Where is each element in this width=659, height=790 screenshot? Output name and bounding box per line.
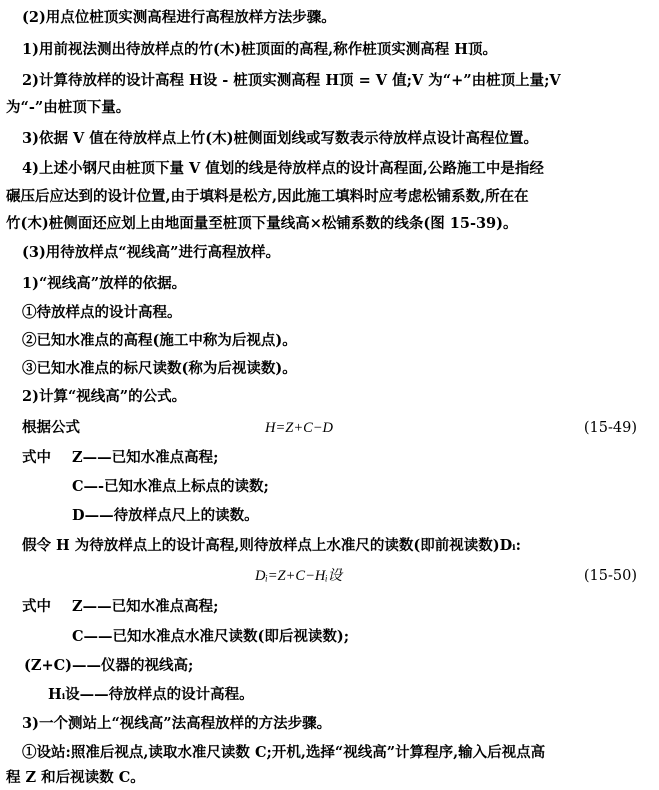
text-line: 程 Z 和后视读数 C。	[6, 769, 145, 786]
text-line: (2)用点位桩顶实测高程进行高程放样方法步骤。	[22, 9, 336, 26]
equation-number: (15-49)	[583, 420, 637, 436]
text-line: 根据公式	[22, 419, 80, 436]
variable-definition: (Z+C)——仪器的视线高;	[24, 657, 194, 674]
text-line: 2)计算“视线高”的公式。	[22, 388, 187, 405]
text-line: 为“-”由桩顶下量。	[6, 99, 131, 116]
where-label: 式中	[22, 449, 51, 466]
text-line: 竹(木)桩侧面还应划上由地面量至桩顶下量线高×松铺系数的线条(图 15-39)。	[6, 215, 518, 232]
text-line: 1)用前视法测出待放样点的竹(木)桩顶面的高程,称作桩顶实测高程 H顶。	[22, 41, 497, 58]
variable-definition: Hᵢ设——待放样点的设计高程。	[48, 686, 254, 703]
text-line: 4)上述小钢尺由桩顶下量 V 值划的线是待放样点的设计高程面,公路施工中是指经	[22, 160, 544, 177]
where-label: 式中	[22, 598, 51, 615]
text-line: ①待放样点的设计高程。	[22, 304, 182, 321]
equation-number: (15-50)	[583, 568, 637, 584]
text-line: 1)“视线高”放样的依据。	[22, 275, 187, 292]
variable-definition: D——待放样点尺上的读数。	[72, 507, 259, 524]
text-line: ③已知水准点的标尺读数(称为后视读数)。	[22, 360, 297, 377]
variable-definition: Z——已知水准点高程;	[72, 598, 219, 615]
variable-definition: C——已知水准点水准尺读数(即后视读数);	[72, 628, 350, 645]
equation: Dᵢ=Z+C−Hᵢ设	[255, 568, 343, 584]
text-line: 假令 H 为待放样点上的设计高程,则待放样点上水准尺的读数(即前视读数)Dᵢ:	[22, 537, 521, 554]
text-line: 2)计算待放样的设计高程 H设 - 桩顶实测高程 H顶 = V 值;V 为“+”由桩顶上量;V	[22, 72, 561, 89]
variable-definition: Z——已知水准点高程;	[72, 449, 219, 466]
text-line: ①设站:照准后视点,读取水准尺读数 C;开机,选择“视线高”计算程序,输入后视点高	[22, 744, 546, 761]
text-line: (3)用待放样点“视线高”进行高程放样。	[22, 244, 280, 261]
text-line: 3)一个测站上“视线高”法高程放样的方法步骤。	[22, 715, 332, 732]
text-line: 3)依据 V 值在待放样点上竹(木)桩侧面划线或写数表示待放样点设计高程位置。	[22, 130, 539, 147]
variable-definition: C—-已知水准点上标点的读数;	[72, 478, 269, 495]
equation: H=Z+C−D	[265, 420, 334, 436]
text-line: ②已知水准点的高程(施工中称为后视点)。	[22, 332, 297, 349]
text-line: 碾压后应达到的设计位置,由于填料是松方,因此施工填料时应考虑松铺系数,所在在	[6, 188, 529, 205]
